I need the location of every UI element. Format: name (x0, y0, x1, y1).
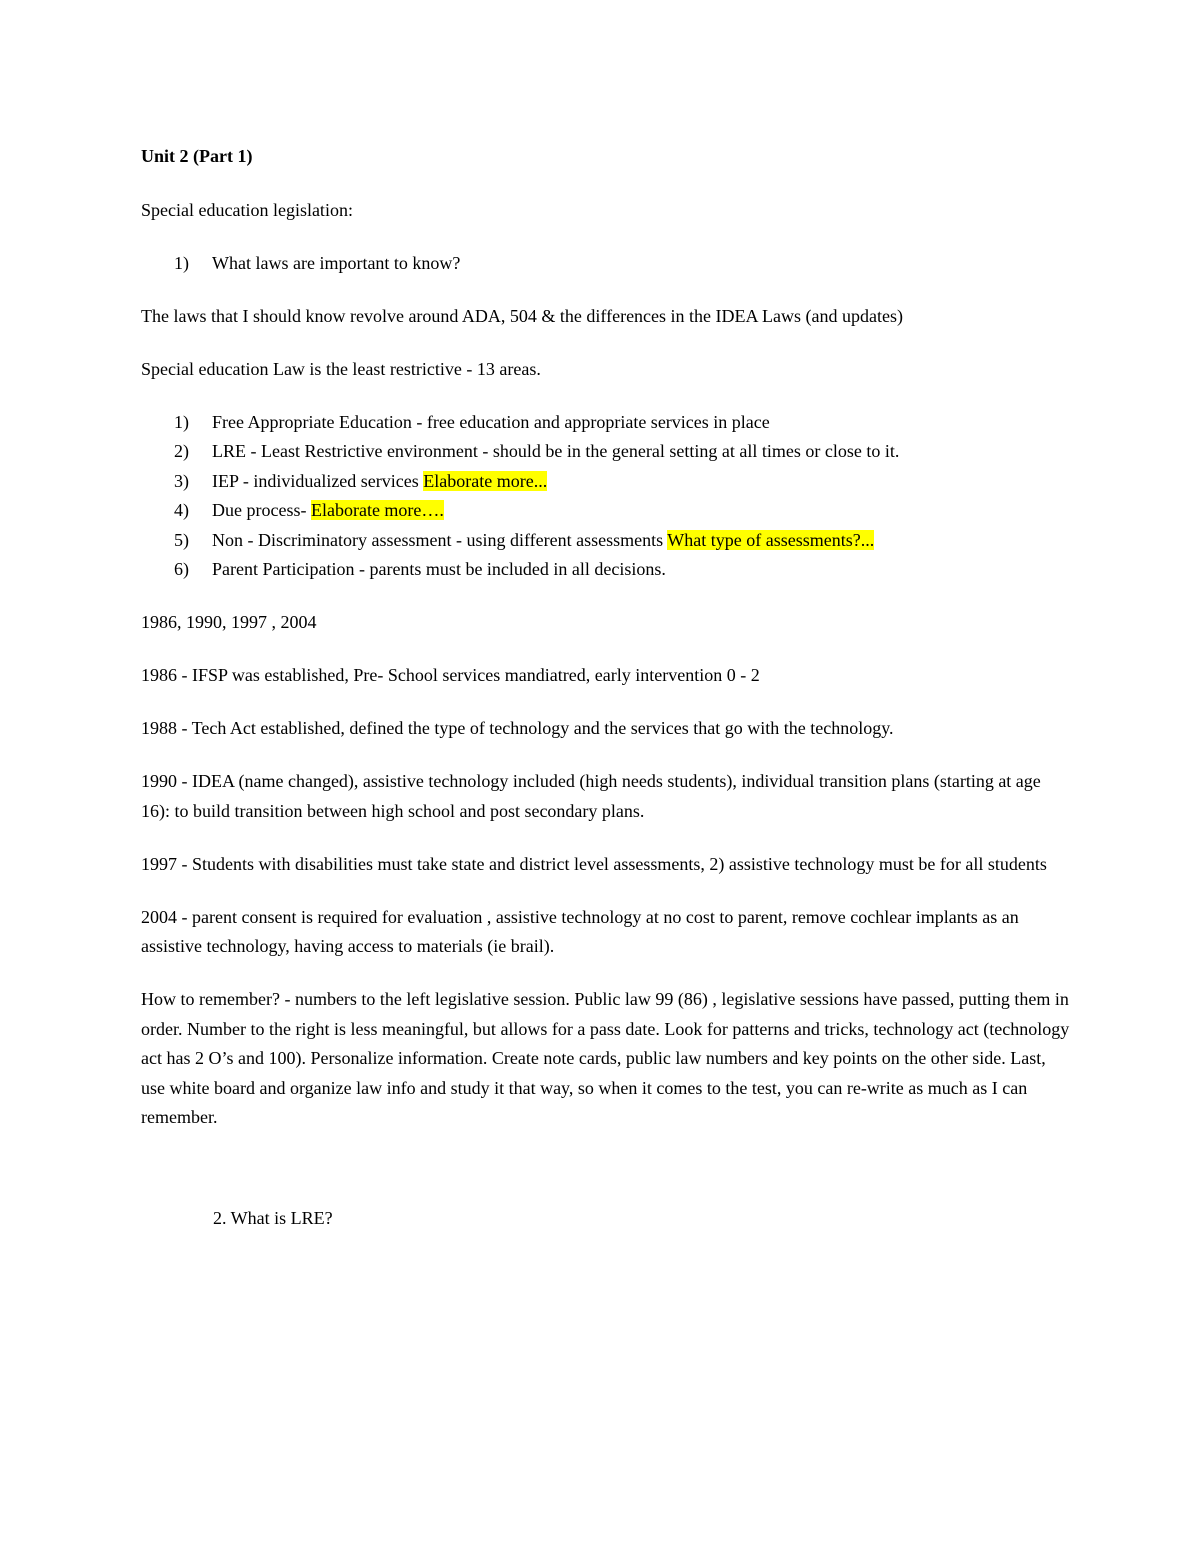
list-item-text: IEP - individualized services (212, 470, 424, 491)
list-item (141, 437, 1071, 467)
list-item-text: Parent Participation - parents must be included in all decisions. (212, 559, 666, 579)
list-number: 5) (174, 529, 189, 550)
document-title: Unit 2 (Part 1) (141, 146, 253, 166)
list-item-text: Non - Discriminatory assessment - using different assessments (212, 529, 668, 550)
question-1 (141, 249, 1071, 279)
question-1-text: What laws are important to know? (212, 252, 461, 273)
list-number: 1) (174, 252, 189, 273)
list-item (141, 555, 1071, 585)
list-item (141, 526, 1071, 556)
areas-list (141, 408, 1071, 585)
paragraph-1986: 1986 - IFSP was established, Pre- School services mandiatred, early intervention 0 - 2 (141, 665, 760, 685)
list-item-text: Due process- (212, 500, 311, 520)
list-item (141, 467, 1071, 497)
question-2: 2. What is LRE? (213, 1207, 333, 1228)
paragraph-1988: 1988 - Tech Act established, defined the type of technology and the services that go with the technology. (141, 718, 894, 738)
highlighted-note: Elaborate more... (423, 470, 548, 491)
years-line: 1986, 1990, 1997 , 2004 (141, 612, 317, 632)
sped-law-paragraph: Special education Law is the least restrictive - 13 areas. (141, 358, 541, 379)
list-item (141, 496, 1071, 526)
list-number: 6) (174, 559, 189, 579)
list-number: 4) (174, 500, 189, 520)
paragraph-2004: 2004 - parent consent is required for evaluation , assistive technology at no cost to parent, remove cochlear implants as an assistive technology, having access to materials (ie brail). (141, 906, 1019, 956)
document-page (141, 142, 1071, 1233)
highlighted-note: Elaborate more…. (310, 500, 444, 520)
list-item (141, 408, 1071, 438)
highlighted-note: What type of assessments?... (667, 529, 875, 550)
paragraph-1997: 1997 - Students with disabilities must take state and district level assessments, 2) assistive technology must be for all students (141, 853, 1047, 874)
list-item-text: LRE - Least Restrictive environment - should be in the general setting at all times or close to it. (212, 441, 900, 461)
remember-paragraph: How to remember? - numbers to the left legislative session. Public law 99 (86) , legislative sessions have passed, putting them in order. Number to the right is less meaningful, but allows for a pass date. Look for patterns and tricks, technology act (technology act has 2 O’s and 100). Personalize information. Create note cards, public law numbers and key points on the other side. Last, use white board and organize law info and study it that way, so when it comes to the test, you can re-write as much as I can remember. (141, 989, 1070, 1127)
laws-paragraph: The laws that I should know revolve around ADA, 504 & the differences in the IDEA Laws (and updates) (141, 305, 903, 326)
list-number: 1) (174, 411, 189, 432)
list-number: 2) (174, 441, 189, 461)
list-number: 3) (174, 470, 189, 491)
paragraph-1990: 1990 - IDEA (name changed), assistive technology included (high needs students), individual transition plans (starting at age 16): to build transition between high school and post secondary plans. (141, 771, 1041, 821)
intro-text: Special education legislation: (141, 199, 353, 220)
list-item-text: Free Appropriate Education - free education and appropriate services in place (212, 411, 770, 432)
question-list (141, 249, 1071, 279)
